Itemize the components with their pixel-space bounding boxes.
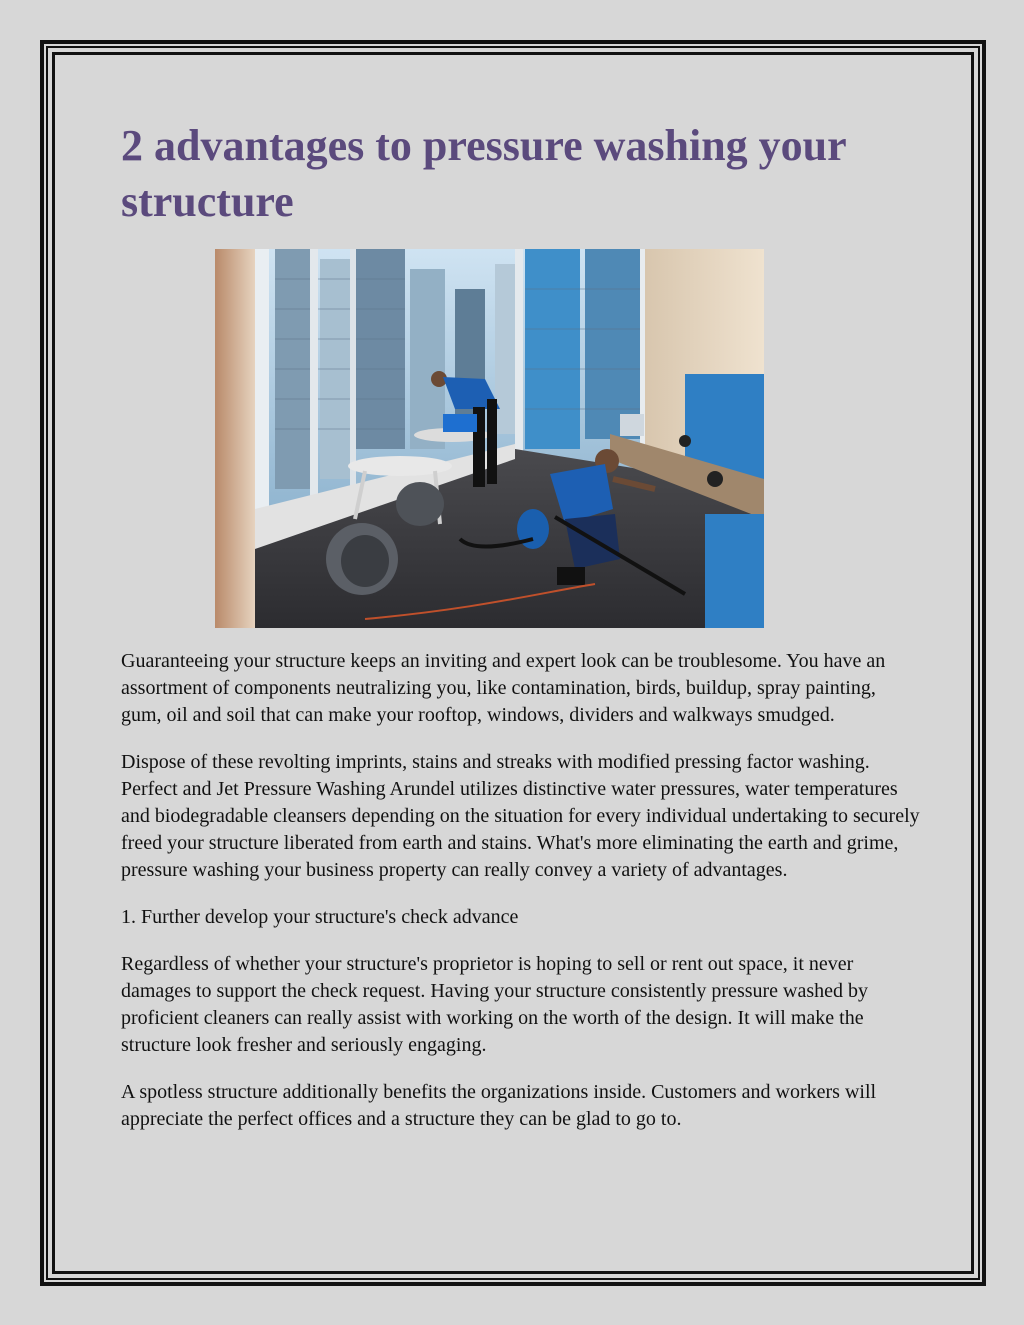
paragraph-spotless-structure: A spotless structure additionally benefits the organizations inside. Customers and workers will appreciate the perfect offices and a structure they can be glad to go to.	[121, 1081, 877, 1130]
title-block	[121, 118, 911, 230]
paragraph-curb-appeal: Regardless of whether your structure's proprietor is hoping to sell or rent out space, it never damages to support the check request. Having your structure consistently pressure washed by proficient cleaners can really assist with working on the worth of the design. It will make the structure look fresher and seriously engaging.	[121, 953, 869, 1056]
paragraph-intro: Guaranteeing your structure keeps an inviting and expert look can be troublesome. You have an assortment of components neutralizing you, like contamination, birds, buildup, spray painting, gum, oil and soil that can make your rooftop, windows, dividers and walkways smudged.	[121, 650, 886, 726]
article-body	[121, 648, 921, 1153]
section-heading-curb-appeal: 1. Further develop your structure's check advance	[121, 906, 519, 928]
paragraph-pressure-washing: Dispose of these revolting imprints, stains and streaks with modified pressing factor washing. Perfect and Jet Pressure Washing Arundel utilizes distinctive water pressures, water temperatures and biodegradable cleansers depending on the situation for every individual undertaking to securely freed your structure liberated from earth and stains. What's more eliminating the earth and grime, pressure washing your business property can really convey a variety of advantages.	[121, 751, 920, 881]
office-cleaning-photo	[215, 249, 764, 628]
office-cleaning-illustration	[215, 249, 764, 628]
page-title: 2 advantages to pressure washing your structure	[121, 121, 846, 226]
